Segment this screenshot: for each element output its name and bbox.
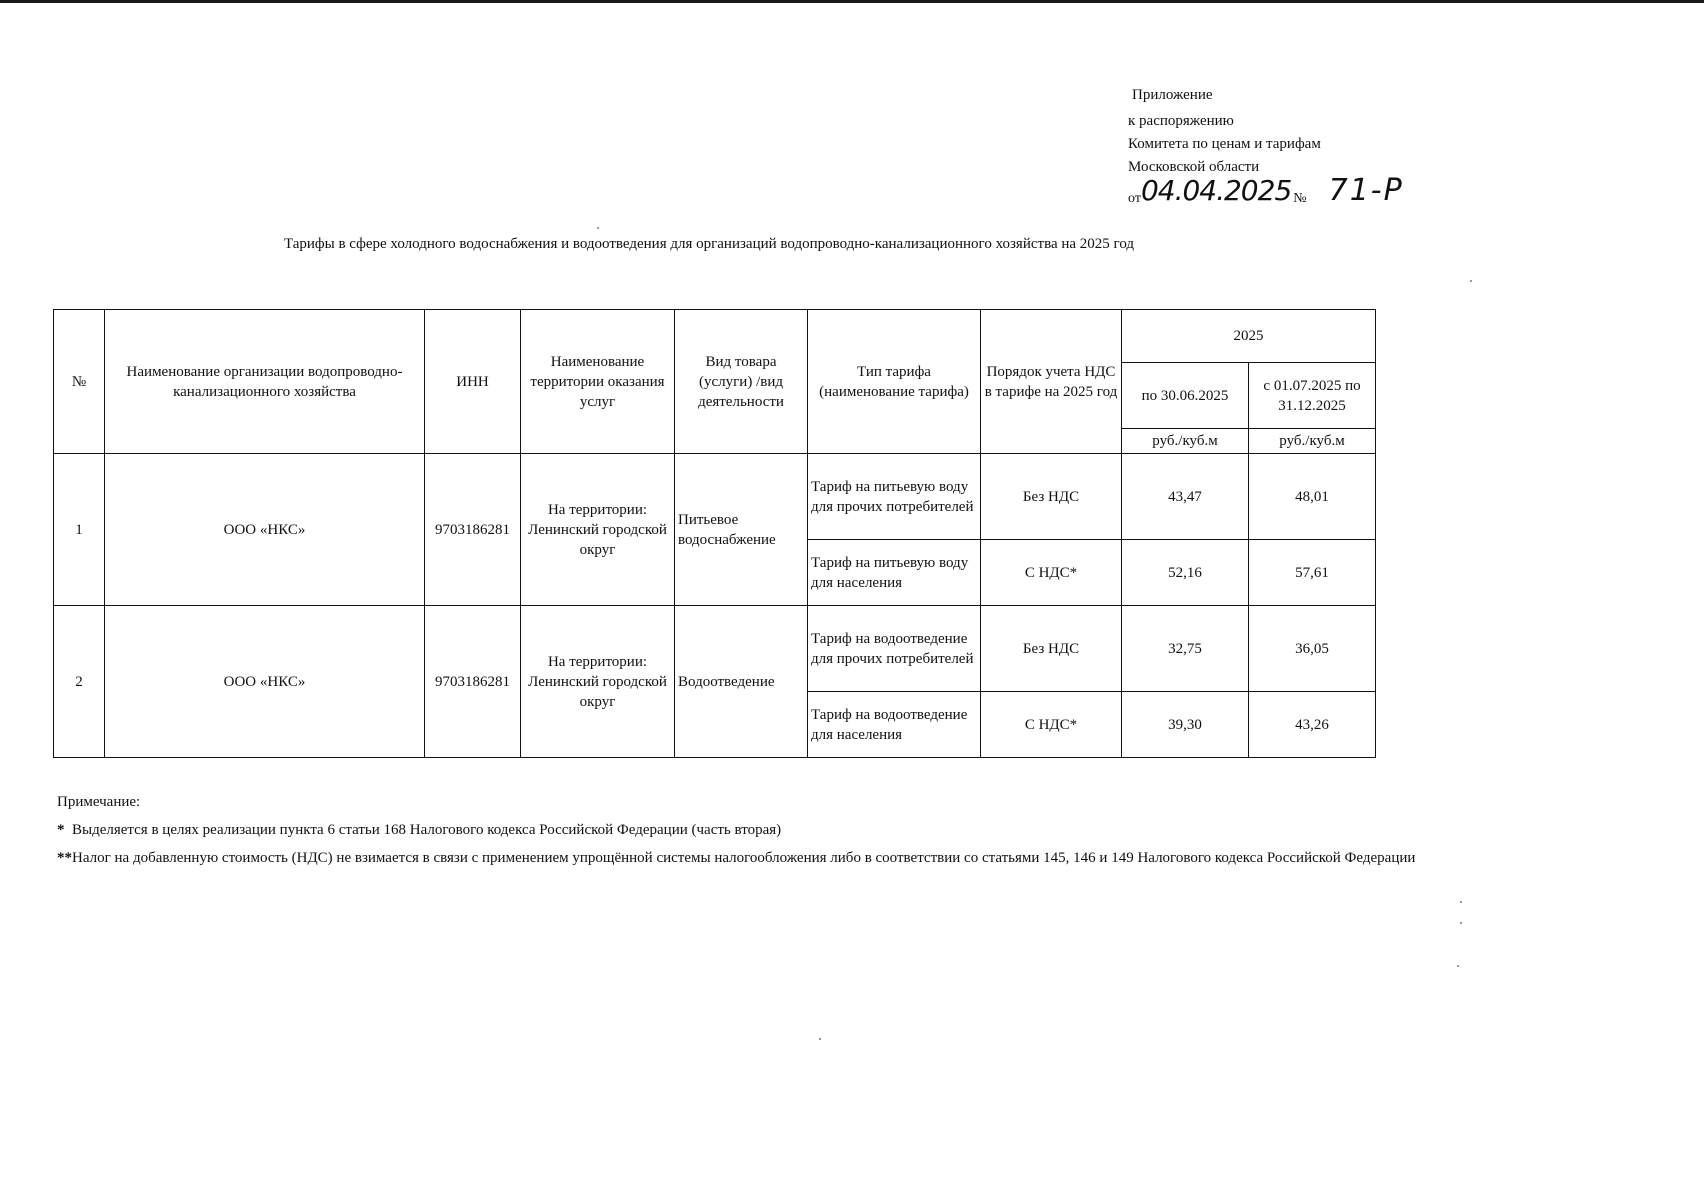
number-sign: №	[1293, 191, 1307, 206]
tariffs-table	[53, 309, 1376, 758]
scan-speck	[819, 1038, 821, 1040]
header-service: Вид товара (услуги) /вид деятельности	[675, 310, 808, 454]
header-row-year	[54, 310, 1376, 363]
appendix-heading: Приложение	[1132, 87, 1213, 103]
row-tariff-type: Тариф на питьевую воду для населения	[808, 540, 981, 606]
row-price-2: 43,26	[1249, 692, 1376, 758]
header-period-1: по 30.06.2025	[1122, 363, 1249, 429]
appendix-block	[1128, 84, 1404, 209]
row-price-1: 39,30	[1122, 692, 1249, 758]
appendix-date-number	[1128, 173, 1404, 209]
note-1	[57, 816, 1415, 844]
notes-block	[57, 788, 1415, 872]
document-title: Тарифы в сфере холодного водоснабжения и водоотведения для организаций водопроводно-канализационного хозяйства на 2025 год	[283, 236, 1135, 252]
note-1-marker: *	[57, 822, 65, 838]
scan-speck	[1460, 901, 1462, 903]
row-service: Водоотведение	[675, 606, 808, 758]
appendix-line-committee: Комитета по ценам и тарифам	[1128, 136, 1321, 152]
row-num: 2	[54, 606, 105, 758]
handwritten-number: 71-Р	[1328, 173, 1404, 208]
row-org: ООО «НКС»	[105, 454, 425, 606]
row-vat: С НДС*	[981, 540, 1122, 606]
header-period-2: с 01.07.2025 по 31.12.2025	[1249, 363, 1376, 429]
header-org: Наименование организации водопроводно-канализационного хозяйства	[105, 310, 425, 454]
row-num: 1	[54, 454, 105, 606]
row-price-1: 43,47	[1122, 454, 1249, 540]
appendix-line-region: Московской области	[1128, 159, 1260, 175]
row-tariff-type: Тариф на питьевую воду для прочих потребителей	[808, 454, 981, 540]
scan-speck	[1470, 280, 1472, 282]
date-prefix: от	[1128, 191, 1141, 206]
row-inn: 9703186281	[425, 606, 521, 758]
row-tariff-type: Тариф на водоотведение для населения	[808, 692, 981, 758]
row-price-2: 57,61	[1249, 540, 1376, 606]
scan-speck	[597, 227, 599, 229]
row-vat: Без НДС	[981, 606, 1122, 692]
header-year: 2025	[1122, 310, 1376, 363]
appendix-line-order: к распоряжению	[1128, 113, 1234, 129]
row-price-1: 52,16	[1122, 540, 1249, 606]
note-2-marker: **	[57, 850, 72, 866]
row-org: ООО «НКС»	[105, 606, 425, 758]
row-vat: С НДС*	[981, 692, 1122, 758]
note-1-text: Выделяется в целях реализации пункта 6 статьи 168 Налогового кодекса Российской Федерации (часть вторая)	[72, 822, 782, 838]
table-row	[54, 606, 1376, 692]
header-tariff-type: Тип тарифа (наименование тарифа)	[808, 310, 981, 454]
handwritten-date: 04.04.2025	[1140, 174, 1292, 207]
row-vat: Без НДС	[981, 454, 1122, 540]
header-unit-1: руб./куб.м	[1122, 429, 1249, 454]
row-price-2: 48,01	[1249, 454, 1376, 540]
header-vat: Порядок учета НДС в тарифе на 2025 год	[981, 310, 1122, 454]
row-territory: На территории: Ленинский городской округ	[521, 454, 675, 606]
notes-heading: Примечание:	[57, 794, 141, 810]
row-service: Питьевое водоснабжение	[675, 454, 808, 606]
row-inn: 9703186281	[425, 454, 521, 606]
header-territory: Наименование территории оказания услуг	[521, 310, 675, 454]
row-price-1: 32,75	[1122, 606, 1249, 692]
header-num: №	[54, 310, 105, 454]
row-territory: На территории: Ленинский городской округ	[521, 606, 675, 758]
table-row	[54, 454, 1376, 540]
header-inn: ИНН	[425, 310, 521, 454]
scan-speck	[1457, 965, 1459, 967]
row-tariff-type: Тариф на водоотведение для прочих потребителей	[808, 606, 981, 692]
note-2-text: Налог на добавленную стоимость (НДС) не взимается в связи с применением упрощённой системы налогообложения либо в соответствии со статьями 145, 146 и 149 Налогового кодекса Российской Федерации	[72, 850, 1416, 866]
scan-speck	[1460, 922, 1462, 924]
header-unit-2: руб./куб.м	[1249, 429, 1376, 454]
note-2	[57, 844, 1415, 872]
row-price-2: 36,05	[1249, 606, 1376, 692]
scan-top-edge	[0, 0, 1704, 3]
